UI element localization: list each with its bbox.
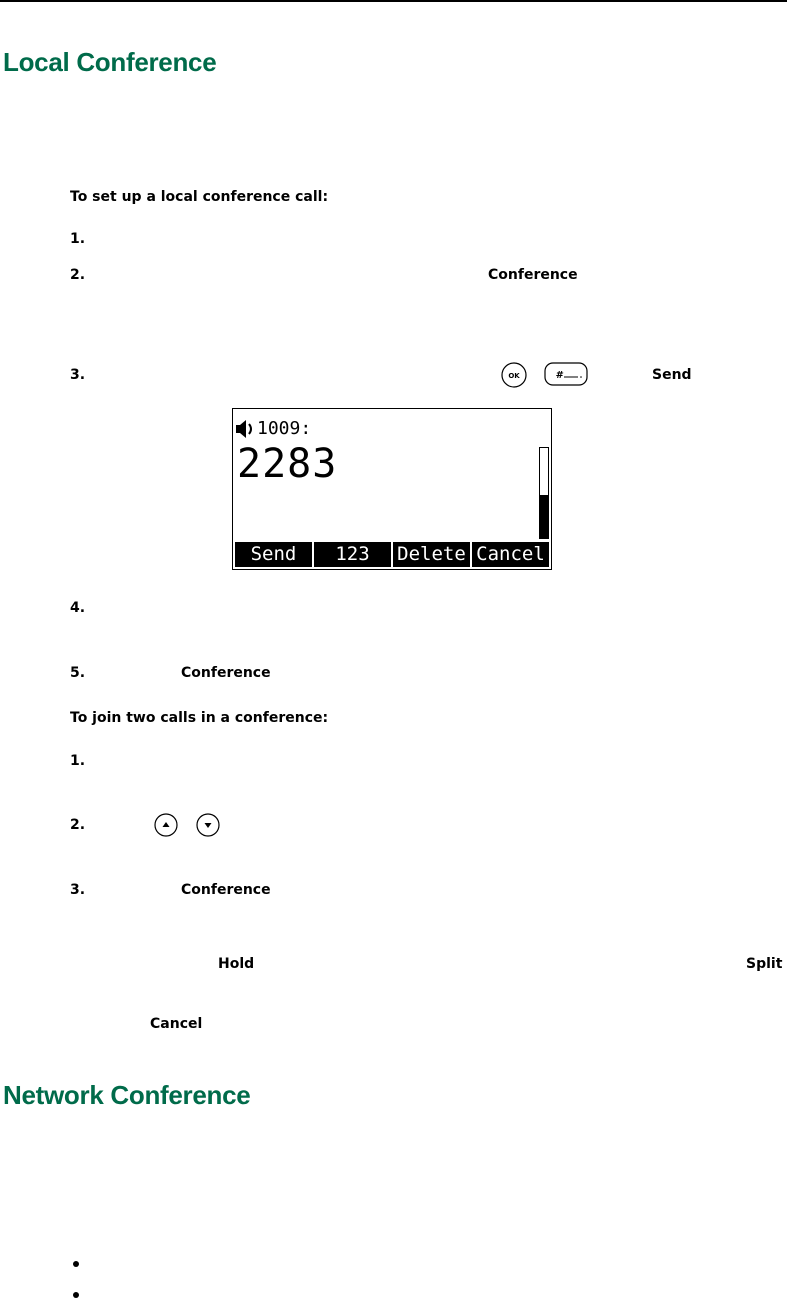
lcd-scrollbar-thumb [540,495,548,538]
note-cancel-softkey-label: Cancel [150,1016,203,1032]
softkey-delete[interactable]: Delete [393,542,470,567]
setup-step-2-number: 2. [70,267,86,283]
local-conference-heading: Local Conference [3,47,217,77]
top-rule [0,0,787,2]
note-hold-softkey-label: Hold [218,956,255,972]
setup-step-4-number: 4. [70,600,86,616]
join-step-2-number: 2. [70,817,86,833]
network-conference-heading: Network Conference [3,1080,251,1110]
bullet-item-2 [73,1292,79,1298]
setup-step-5-number: 5. [70,665,86,681]
note-split-softkey-label: Split [746,956,783,972]
softkey-send[interactable]: Send [235,542,312,567]
join3-conference-softkey-label: Conference [181,882,271,898]
join-step-3-number: 3. [70,882,86,898]
join-calls-conference-title: To join two calls in a conference: [70,710,329,726]
down-arrow-key-icon [195,812,221,838]
dialed-number: 2283 [237,441,338,487]
setup-step-3-number: 3. [70,367,86,383]
phone-lcd-screen [232,408,552,570]
pound-send-key-icon [544,362,588,386]
join-step-1-number: 1. [70,753,86,769]
setup-local-conference-title: To set up a local conference call: [70,189,329,205]
setup-step-1-number: 1. [70,231,86,247]
step5-conference-softkey-label: Conference [181,665,271,681]
bullet-item-1 [73,1261,79,1267]
svg-text:OK: OK [508,372,520,380]
softkey-cancel[interactable]: Cancel [472,542,549,567]
softkey-123[interactable]: 123 [314,542,391,567]
phone-line-label: 1009: [257,418,312,439]
step3-send-softkey-label: Send [652,367,692,383]
up-arrow-key-icon [153,812,179,838]
step2-conference-softkey-label: Conference [488,267,578,283]
svg-text:#: # [555,370,563,381]
ok-key-icon [500,361,528,389]
lcd-scrollbar [539,447,549,539]
lcd-softkey-bar [235,542,549,567]
